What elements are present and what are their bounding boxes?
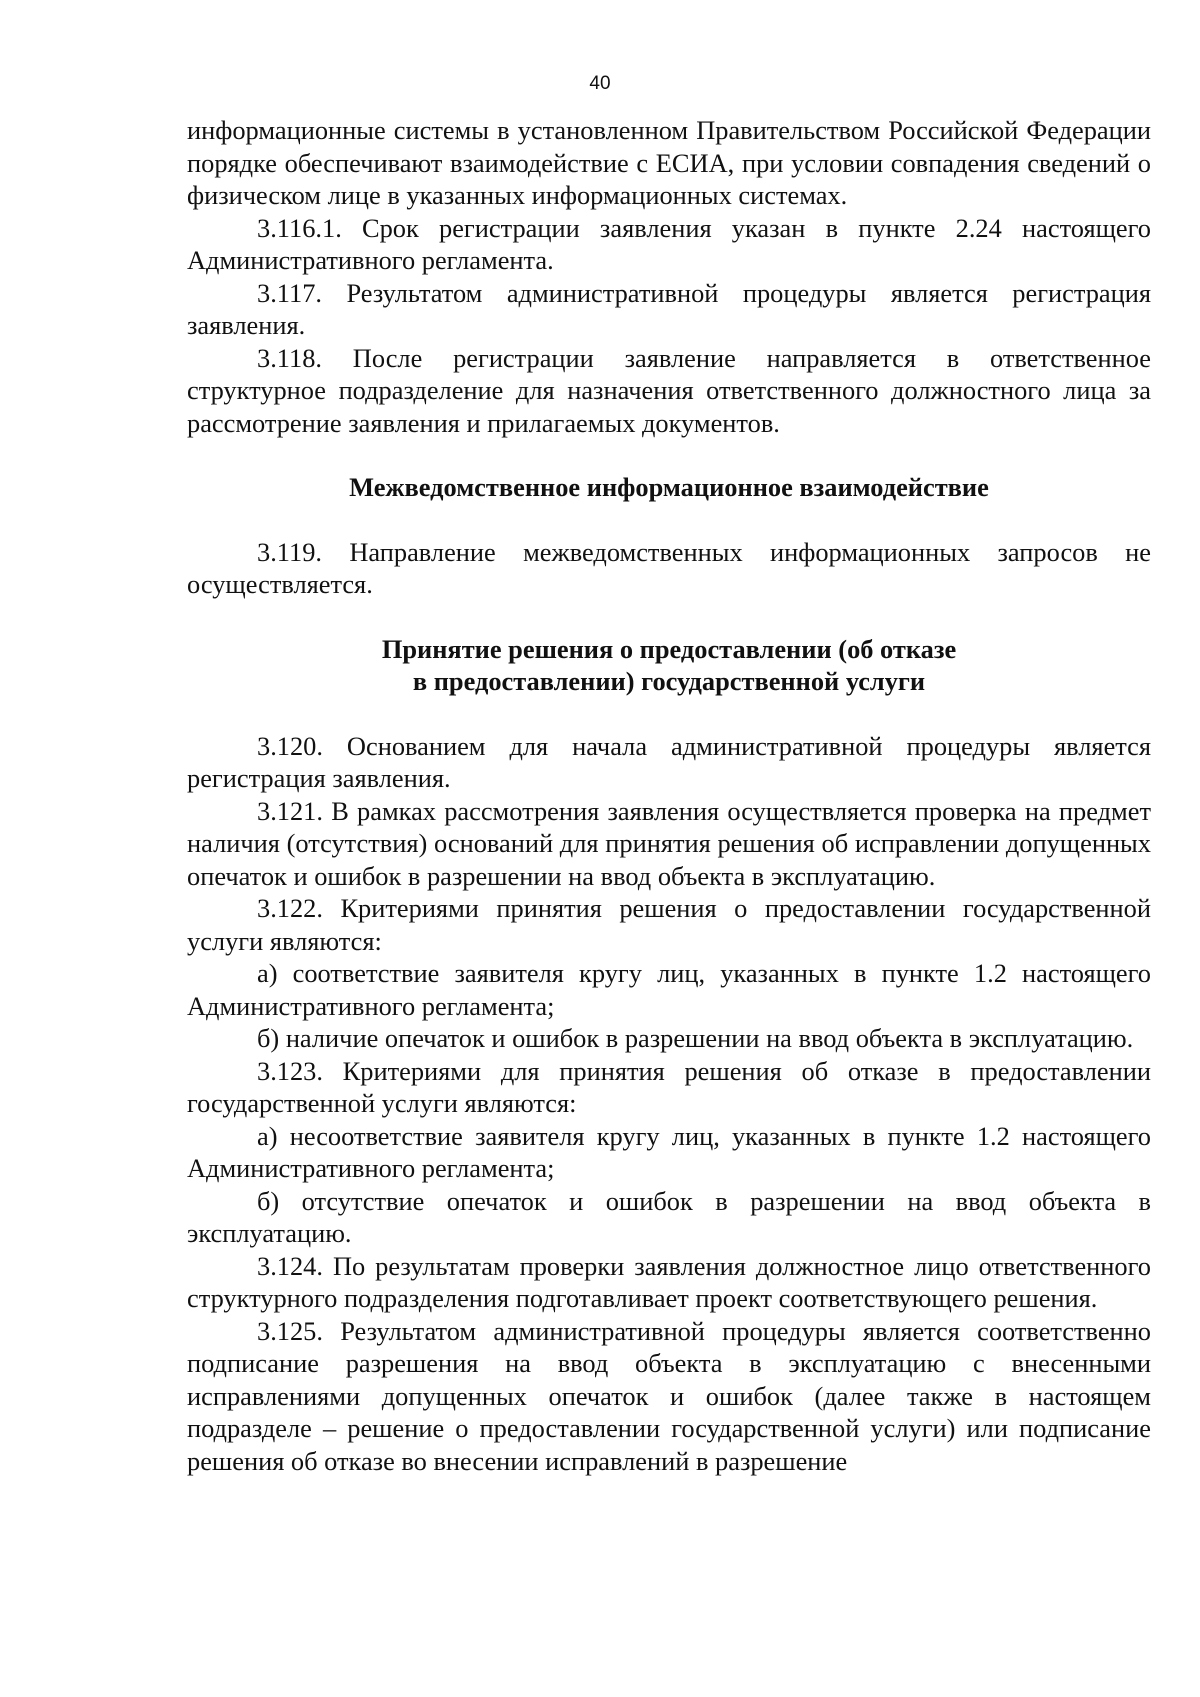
paragraph-3-118: 3.118. После регистрации заявление направляется в ответственное структурное подразделение для назначения ответственного должностного лица за рассмотрение заявления и прилагаемых документов.: [187, 342, 1151, 438]
paragraph-3-125: 3.125. Результатом административной процедуры является соответственно подписание разрешения на ввод объекта в эксплуатацию с внесенными исправлениями допущенных опечаток и ошибок (далее также в настоящем подразделе – решение о предоставлении государственной услуги) или подписание решения об отказе во внесении исправлений в разрешение: [187, 1315, 1151, 1476]
spacer: [187, 504, 1151, 536]
section-heading-decision-line-2: в предоставлении) государственной услуги: [412, 666, 926, 696]
paragraph-3-122: 3.122. Критериями принятия решения о предоставлении государственной услуги являются:: [187, 893, 1151, 956]
paragraph-3-120: 3.120. Основанием для начала административной процедуры является регистрация заявления.: [187, 730, 1151, 793]
section-heading-decision-line-1: Принятие решения о предоставлении (об отказе: [381, 633, 957, 664]
page-number: 40: [589, 73, 611, 94]
paragraph-esia-continuation: информационные системы в установленном Правительством Российской Федерации порядке обеспечивают взаимодействие с ЕСИА, при условии совпадения сведений о физическом лице в указанных информационных системах.: [187, 115, 1151, 210]
section-heading-interagency: Межведомственное информационное взаимодействие: [349, 472, 989, 502]
paragraph-3-117: 3.117. Результатом административной процедуры является регистрация заявления.: [187, 277, 1151, 340]
spacer: [187, 698, 1151, 730]
document-body: [187, 114, 1151, 1477]
paragraph-3-123-b: б) отсутствие опечаток и ошибок в разрешении на ввод объекта в эксплуатацию.: [187, 1185, 1151, 1248]
paragraph-3-121: 3.121. В рамках рассмотрения заявления осуществляется проверка на предмет наличия (отсутствия) оснований для принятия решения об исправлении допущенных опечаток и ошибок в разрешении на ввод объекта в эксплуатацию.: [187, 795, 1151, 891]
paragraph-3-123: 3.123. Критериями для принятия решения об отказе в предоставлении государственной услуги являются:: [187, 1055, 1151, 1118]
paragraph-3-116-1: 3.116.1. Срок регистрации заявления указан в пункте 2.24 настоящего Административного регламента.: [187, 212, 1151, 275]
paragraph-3-119: 3.119. Направление межведомственных информационных запросов не осуществляется.: [187, 536, 1151, 599]
paragraph-3-122-a: а) соответствие заявителя кругу лиц, указанных в пункте 1.2 настоящего Административного регламента;: [187, 958, 1151, 1021]
spacer: [187, 439, 1151, 471]
paragraph-3-123-a: а) несоответствие заявителя кругу лиц, указанных в пункте 1.2 настоящего Административного регламента;: [187, 1120, 1151, 1183]
paragraph-3-124: 3.124. По результатам проверки заявления должностное лицо ответственного структурного подразделения подготавливает проект соответствующего решения.: [187, 1250, 1151, 1313]
paragraph-3-122-b: б) наличие опечаток и ошибок в разрешении на ввод объекта в эксплуатацию.: [257, 1023, 1134, 1053]
spacer: [187, 601, 1151, 633]
